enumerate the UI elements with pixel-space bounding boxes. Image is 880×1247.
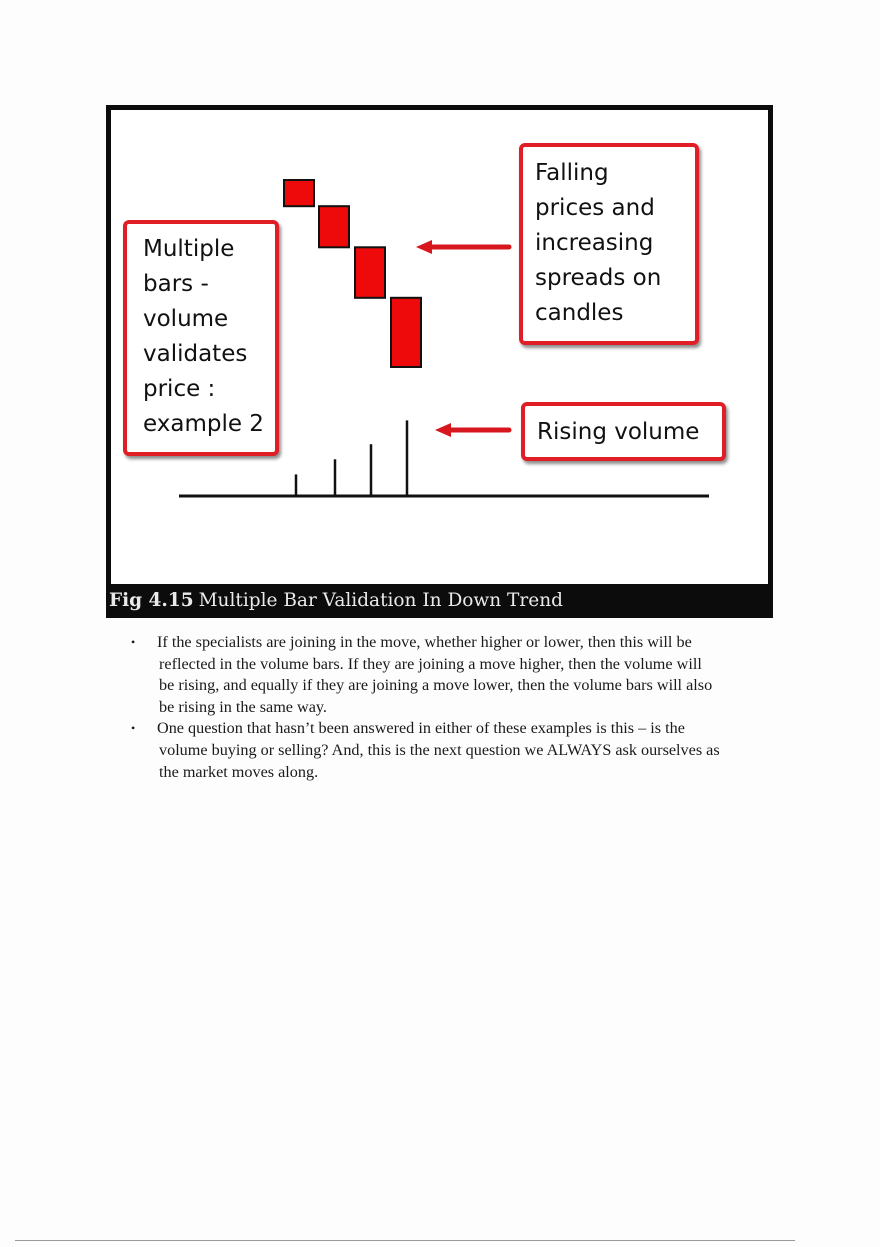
text-line: reflected in the volume bars. If they are joining a move higher, then the volume will — [159, 654, 702, 673]
callout-line: example 2 — [143, 411, 264, 437]
callout-line: volume — [143, 306, 229, 332]
footer-rule — [15, 1240, 795, 1241]
text-line: be rising, and equally if they are joining a move lower, then the volume bars will also — [159, 676, 713, 695]
figure-caption — [106, 584, 773, 618]
callout-line: Multiple — [143, 236, 235, 262]
text-line: One question that hasn’t been answered in either of these examples is this – is the — [157, 719, 685, 738]
callout-line: increasing — [535, 230, 654, 256]
callout-line: candles — [535, 300, 624, 326]
price-candle — [355, 247, 385, 297]
price-candle — [284, 180, 314, 206]
figure-canvas — [111, 110, 768, 584]
callout-rising-volume — [521, 402, 726, 461]
arrow-to-volume-head — [435, 423, 451, 437]
figure-4-15 — [106, 105, 773, 618]
list-item — [131, 718, 781, 783]
callout-line: spreads on — [535, 265, 662, 291]
callout-line: price : — [143, 376, 216, 402]
price-candle — [391, 298, 421, 367]
text-line: be rising in the same way. — [159, 697, 327, 716]
arrow-to-candles-head — [416, 240, 432, 254]
callout-line: bars - — [143, 271, 209, 297]
price-candle — [319, 206, 349, 247]
list-item — [131, 632, 781, 718]
figure-number: Fig 4.15 — [109, 590, 194, 611]
callout-line: validates — [143, 341, 248, 367]
bullet-list — [131, 632, 781, 783]
callout-line: prices and — [535, 195, 655, 221]
bullet-icon: • — [131, 721, 136, 736]
callout-multiple-bars — [123, 220, 279, 456]
text-line: If the specialists are joining in the move, whether higher or lower, then this will be — [157, 633, 692, 651]
figure-title: Multiple Bar Validation In Down Trend — [198, 590, 563, 611]
bullet-icon: • — [131, 635, 136, 649]
callout-line: Falling — [535, 160, 609, 186]
callout-line: Rising volume — [537, 419, 700, 445]
callout-falling-prices — [519, 143, 699, 345]
text-line: the market moves along. — [159, 762, 319, 781]
text-line: volume buying or selling? And, this is the next question we ALWAYS ask ourselves as — [159, 740, 720, 759]
